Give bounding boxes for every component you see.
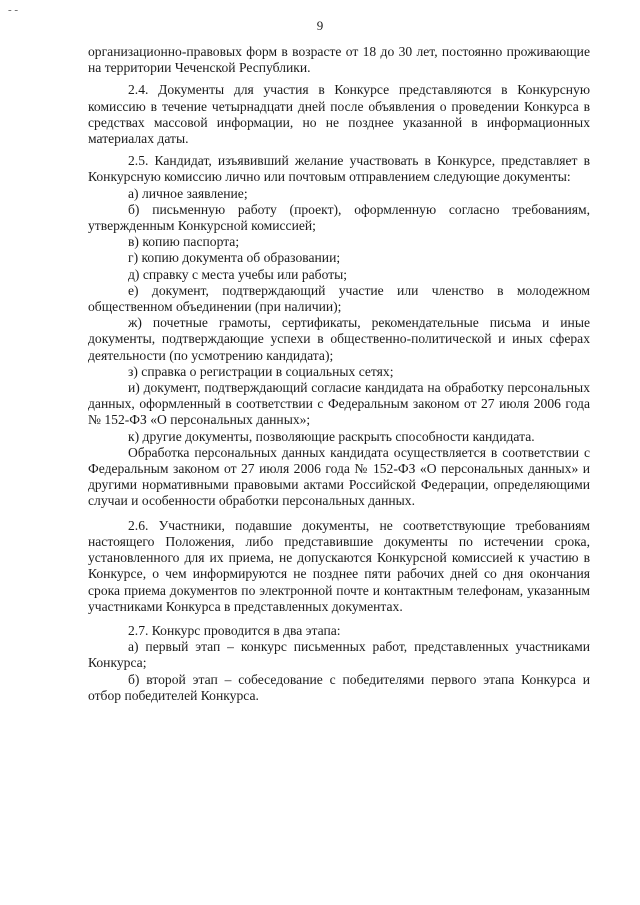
stage-item-a: а) первый этап – конкурс письменных работ, представленных участниками Конкурса; [88, 639, 590, 671]
list-item-v: в) копию паспорта; [128, 234, 240, 250]
paragraph-2-6: 2.6. Участники, подавшие документы, не соответствующие требованиям настоящего Положения, либо представившие документы по истечении срока, установленного для их приема, не допускаются Конкурсной комиссией к участию в Конкурсе, о чем информируются не позднее пяти рабочих дней со дня окончания срока приема документов по электронной почте и контактным телефонам, указанным участниками Конкурса в представленных документах. [88, 517, 590, 614]
list-item-e: е) документ, подтверждающий участие или членство в молодежном общественном объединении (при наличии); [88, 282, 590, 315]
stage-item-b: б) второй этап – собеседование с победителями первого этапа Конкурса и отбор победителей Конкурса. [88, 671, 590, 703]
list-item-zh: ж) почетные грамоты, сертификаты, рекомендательные письма и иные документы, подтверждающие успехи в общественно-политической и иных сферах деятельности (по усмотрению кандидата); [88, 315, 590, 363]
list-item-i: и) документ, подтверждающий согласие кандидата на обработку персональных данных, оформленный в соответствии с Федеральным законом от 27 июля 2006 года № 152-ФЗ «О персональных данных»; [88, 380, 590, 428]
paragraph-2-5: 2.5. Кандидат, изъявивший желание участвовать в Конкурсе, представляет в Конкурсную комиссию лично или почтовым отправлением следующие документы: [88, 153, 590, 185]
list-item-d: д) справку с места учебы или работы; [128, 266, 348, 282]
list-item-g: г) копию документа об образовании; [128, 250, 341, 266]
corner-mark: - - [8, 4, 19, 16]
page-number: 9 [316, 18, 324, 33]
paragraph-2-7: 2.7. Конкурс проводится в два этапа: [128, 622, 341, 638]
list-item-k: к) другие документы, позволяющие раскрыть способности кандидата. [128, 428, 535, 444]
list-item-a: а) личное заявление; [128, 185, 248, 201]
paragraph-personal-data: Обработка персональных данных кандидата осуществляется в соответствии с Федеральным законом от 27 июля 2006 года № 152-ФЗ «О персональных данных» и другими нормативными правовыми актами Российской Федерации, определяющими случаи и особенности обработки персональных данных. [88, 444, 590, 509]
list-item-z: з) справка о регистрации в социальных сетях; [128, 363, 394, 379]
paragraph-continuation: организационно-правовых форм в возрасте от 18 до 30 лет, постоянно проживающие на территории Чеченской Республики. [88, 44, 590, 76]
list-item-b: б) письменную работу (проект), оформленную согласно требованиям, утвержденным Конкурсной комиссией; [88, 201, 590, 234]
document-body [88, 44, 590, 704]
paragraph-2-4: 2.4. Документы для участия в Конкурсе представляются в Конкурсную комиссию в течение четырнадцати дней после объявления о проведении Конкурса в средствах массовой информации, но не позднее указанной в информационных материалах даты. [88, 82, 590, 147]
